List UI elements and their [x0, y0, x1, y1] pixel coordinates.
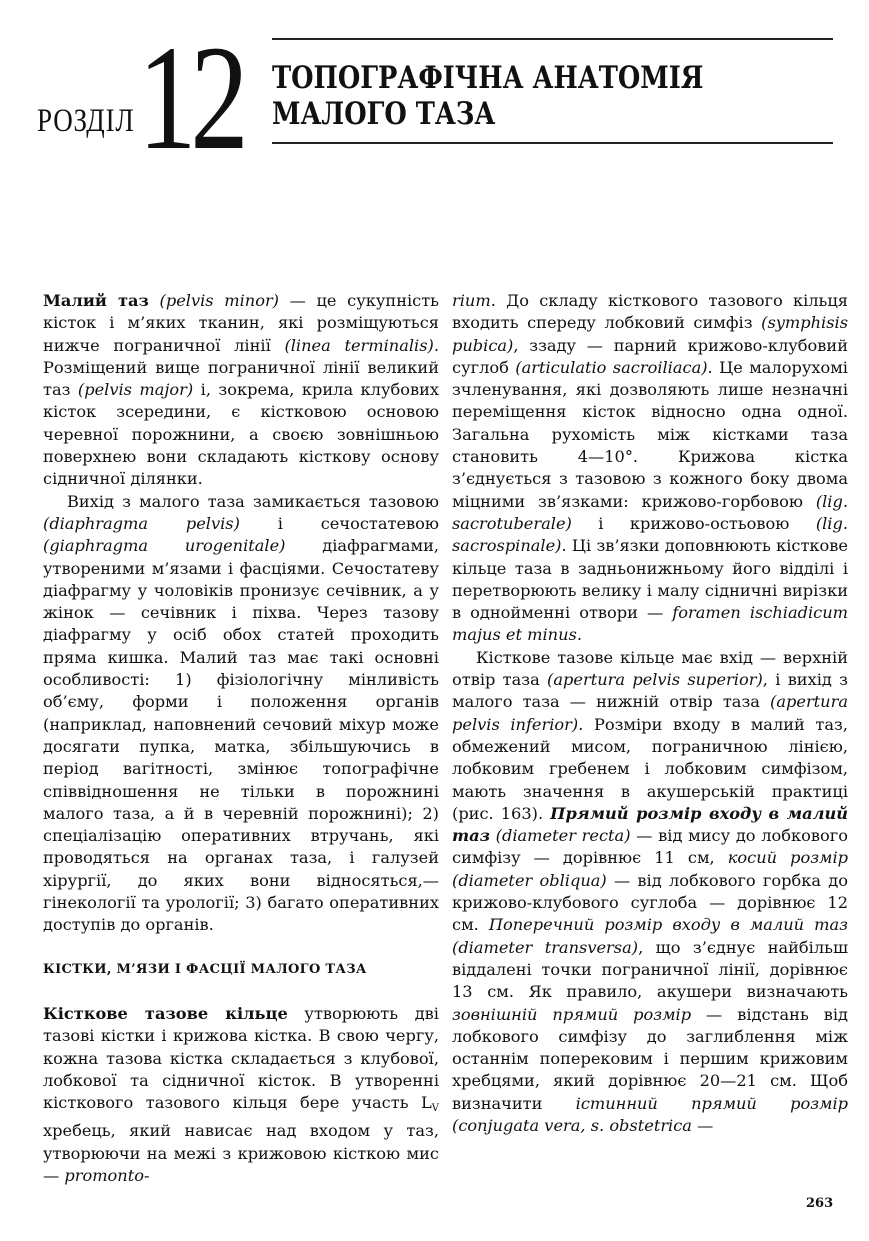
emphasis: істинний прямий розмір	[575, 1093, 848, 1113]
text: хребець, який нависає над входом у таз, утворюючи на межі з крижовою кісткою мис —	[43, 1121, 439, 1185]
paragraph-pelvic-outlet	[43, 491, 439, 937]
text: Кісткове тазове кільце має вхід — верхній отвір таза	[452, 647, 848, 690]
text: , ззаду — парний крижово-клубовий суглоб	[452, 335, 848, 377]
text: діафрагмами, утвореними м’язами і фасціями. Сечостатеву діафрагму у чоловіків пронизує сечівник, а у жінок — сечівник і піхва. Через тазову діафрагму у осіб обох статей проходить пряма кишка. Малий таз має такі основні особливості: 1) фізіологічну мінливість об’єму, форми і положення органів (наприклад, наповнений сечовий міхур може досягати пупка, матка, збільшуючись в період вагітності, змінює топографічне співвідношення не тільки в порожнині малого таза, а й в черевній порожнині); 2) спеціалізацію оперативних втручань, які проводяться на органах таза, і галузей хірургії, до яких вони відносяться,— гінекології та урології; 3) багато оперативних доступів до органів.	[43, 536, 439, 935]
chapter-label: РОЗДІЛ	[37, 103, 135, 139]
chapter-title	[272, 60, 703, 132]
text: — відстань від лобкового симфізу до заглиблення між останнім поперековим і першим крижовим хребцями, який дорівнює 20—21 см. Щоб визначити	[452, 1004, 848, 1113]
latin-term: (apertura pelvis inferior)	[452, 692, 848, 734]
text: — це сукупність кісток і м’яких тканин, які розміщуються нижче пограничної лінії	[43, 291, 439, 355]
paragraph-pelvic-apertures	[452, 647, 848, 1138]
text: . Розміщений вище пограничної лінії великий таз	[43, 335, 440, 400]
title-rule-top	[272, 38, 833, 40]
term: Малий таз	[43, 291, 149, 310]
emphasis: косий розмір	[727, 848, 848, 868]
latin-term: (lig. sacrospinale)	[452, 513, 848, 556]
text: .	[576, 625, 582, 645]
latin-term: (articulatio sacroiliaca)	[515, 357, 708, 377]
subscript: V	[431, 1103, 439, 1115]
latin-term: (pelvis minor)	[159, 291, 279, 310]
latin-term: promonto-	[64, 1165, 150, 1185]
latin-term: (pelvis major)	[77, 380, 194, 400]
emphasis: Поперечний розмір входу в малий таз	[488, 915, 848, 935]
latin-term: (linea terminalis)	[284, 335, 434, 355]
text: . До складу кісткового тазового кільця входить спереду лобковий симфіз	[452, 291, 848, 333]
text: і, зокрема, крила клубових кісток зсередини, є кістковою основою черевної порожнини, а своєю зовнішньою поверхнею вони складають кісткову основу сідничної ділянки.	[43, 380, 439, 489]
text: — від мису до лобкового симфізу — дорівнює 11 см,	[452, 826, 848, 868]
chapter-title-line1: ТОПОГРАФІЧНА АНАТОМІЯ	[272, 60, 704, 96]
paragraph-ring-composition	[452, 290, 848, 647]
right-column	[452, 290, 848, 1137]
latin-term: (lig. sacrotuberale)	[452, 491, 848, 533]
term: Кісткове тазове кільце	[43, 1003, 288, 1023]
text: — від лобкового горбка до крижово-клубового суглоба — дорівнює 12 см.	[452, 870, 848, 935]
latin-term: (diameter recta)	[489, 826, 631, 846]
text: і сечостатевою	[239, 513, 439, 533]
chapter-number: 12	[138, 15, 243, 181]
text: утворюють дві тазові кістки і крижова кістка. В свою чергу, кожна тазова кістка складається з клубової, лобкової та сідничної кісток. В утворенні кісткового тазового кільця бере участь L	[43, 1003, 439, 1113]
text: . Розміри входу в малий таз, обмежений мисом, пограничною лінією, лобковим гребенем і лобковим симфізом, мають значення в акушерській практиці (рис. 163).	[452, 714, 848, 823]
latin-term: (diameter obliqua)	[452, 870, 607, 890]
paragraph-bony-ring	[43, 1003, 439, 1187]
emphasis: зовнішній прямий розмір	[452, 1004, 692, 1024]
text: . Ці зв’язки доповнюють кісткове кільце таза в задньонижньому його відділі і перетворюють велику і малу сідничні вирізки в однойменні отвори —	[452, 536, 848, 623]
text: Вихід з малого таза замикається тазовою	[67, 491, 439, 511]
text: і крижово-остьовою	[571, 513, 816, 533]
latin-term: (giaphragma urogenitale)	[43, 536, 286, 556]
page-number: 263	[806, 1196, 834, 1211]
left-column	[43, 290, 439, 1187]
emphasis: Прямий розмір входу в малий таз	[452, 803, 848, 846]
text: , і вихід з малого таза — нижній отвір таза	[452, 670, 848, 712]
section-heading: КІСТКИ, М’ЯЗИ І ФАСЦІЇ МАЛОГО ТАЗА	[43, 961, 367, 977]
paragraph-pelvis-minor	[43, 290, 439, 491]
latin-term: (conjugata vera, s. obstetrica —	[452, 1115, 714, 1135]
chapter-title-line2: МАЛОГО ТАЗА	[272, 96, 496, 132]
text: . Це малорухомі зчленування, які дозволяють лише незначні переміщення кісток відносно одна одної. Загальна рухомість між кістками таза становить 4—10°. Крижова кістка з’єднується з тазовою з кожного боку двома міцними зв’язками: крижово-горбовою	[452, 357, 848, 511]
latin-term: (apertura pelvis superior)	[547, 670, 763, 690]
latin-term: (diameter transversa)	[452, 937, 639, 957]
latin-term: (diaphragma pelvis)	[43, 513, 240, 533]
latin-term: foramen ischiadicum majus et minus	[452, 603, 849, 645]
text: , що з’єднує найбільш віддалені точки пограничної лінії, дорівнює 13 см. Як правило, акушери визначають	[452, 937, 848, 1002]
latin-term: rium	[452, 291, 491, 310]
title-rule-bottom	[272, 142, 833, 144]
latin-term: (symphisis pubica)	[452, 313, 848, 355]
